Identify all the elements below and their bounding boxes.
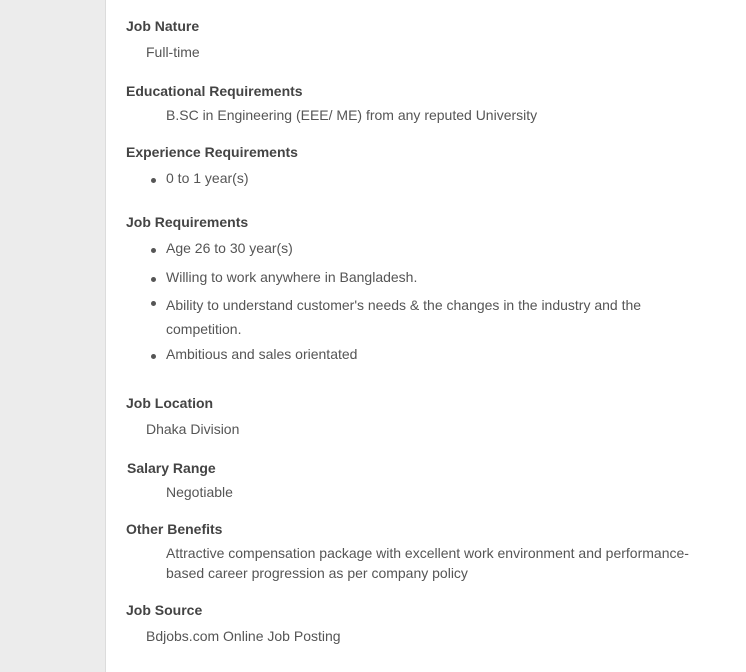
job-requirements-list — [166, 240, 686, 370]
requirement-item: Ability to understand customer's needs & the changes in the industry and the competition. — [166, 293, 686, 346]
job-requirements-heading: Job Requirements — [126, 214, 249, 230]
left-gutter — [0, 0, 106, 672]
salary-heading: Salary Range — [127, 460, 216, 476]
benefits-heading: Other Benefits — [126, 521, 223, 537]
requirement-item: Ambitious and sales orientated — [166, 346, 686, 370]
salary-value: Negotiable — [166, 484, 233, 500]
experience-heading: Experience Requirements — [126, 144, 298, 160]
requirement-item: Age 26 to 30 year(s) — [166, 240, 686, 269]
source-value: Bdjobs.com Online Job Posting — [146, 628, 341, 644]
location-value: Dhaka Division — [146, 421, 240, 437]
education-heading: Educational Requirements — [126, 83, 303, 99]
job-details-panel — [106, 0, 746, 672]
source-heading: Job Source — [126, 602, 203, 618]
job-nature-heading: Job Nature — [126, 18, 200, 34]
experience-list — [166, 170, 248, 186]
job-nature-value: Full-time — [146, 44, 200, 60]
experience-item: 0 to 1 year(s) — [166, 170, 249, 186]
education-value: B.SC in Engineering (EEE/ ME) from any reputed University — [166, 107, 538, 123]
requirement-item: Willing to work anywhere in Bangladesh. — [166, 269, 686, 298]
benefits-value: Attractive compensation package with excellent work environment and performance-based career progression as per company policy — [166, 545, 689, 581]
location-heading: Job Location — [126, 395, 214, 411]
